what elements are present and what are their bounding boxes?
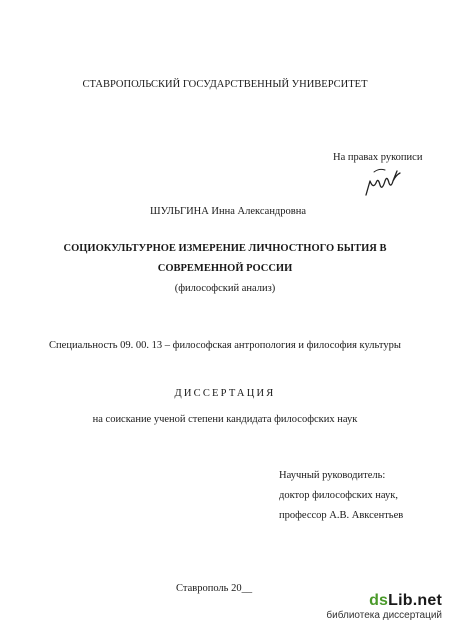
logo-ds: ds [369,592,389,609]
signature-image [360,163,404,199]
specialty-text: Специальность 09. 00. 13 – философская антропология и философия культуры [49,340,401,351]
supervisor-degree: доктор философских наук, [279,490,398,501]
city-year: Ставрополь 20__ [176,583,253,594]
logo-net: .net [412,592,442,609]
title-line-2: СОВРЕМЕННОЙ РОССИИ [157,263,293,274]
rights-label: На правах рукописи [333,152,423,163]
title-line-1: СОЦИОКУЛЬТУРНОЕ ИЗМЕРЕНИЕ ЛИЧНОСТНОГО БЫТИЯ В [63,243,387,254]
author-name: ШУЛЬГИНА Инна Александровна [150,206,307,217]
logo-lib: Lib [388,592,413,609]
dissertation-heading: ДИССЕРТАЦИЯ [174,388,276,399]
dslib-logo [322,592,442,610]
university-name: СТАВРОПОЛЬСКИЙ ГОСУДАРСТВЕННЫЙ УНИВЕРСИТЕТ [82,79,368,90]
supervisor-name: профессор А.В. Авксентьев [279,510,404,521]
supervisor-label: Научный руководитель: [279,470,386,481]
title-subtitle: (философский анализ) [174,283,276,294]
dslib-watermark [322,592,442,622]
dissertation-purpose: на соискание ученой степени кандидата философских наук [92,414,358,425]
watermark-tagline: библиотека диссертаций [326,610,442,621]
